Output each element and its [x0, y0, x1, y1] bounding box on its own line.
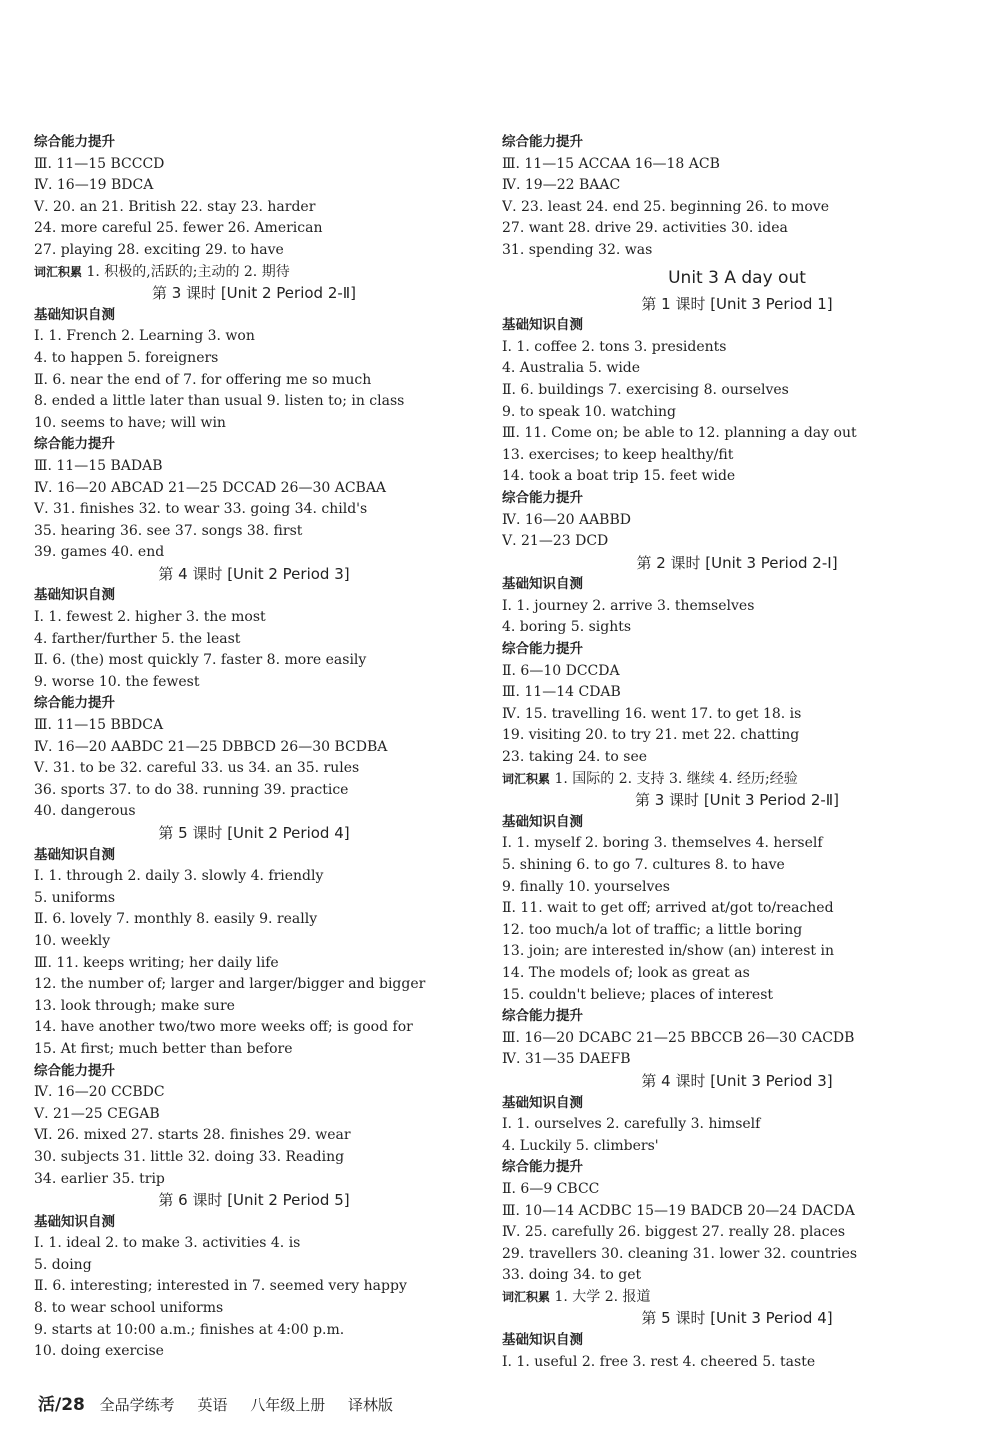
section-heading: 基础知识自测: [34, 306, 115, 323]
answer-line: Ⅴ. 23. least 24. end 25. beginning 26. to move: [502, 198, 829, 215]
section-heading: 基础知识自测: [502, 1094, 583, 1111]
answer-line: Ⅳ. 16—20 ABCAD 21—25 DCCAD 26—30 ACBAA: [34, 479, 387, 496]
unit-title: Unit 3 A day out: [668, 267, 806, 288]
answer-line: Ⅴ. 31. to be 32. careful 33. us 34. an 35. rules: [34, 760, 360, 777]
section-heading: 综合能力提升: [34, 436, 115, 453]
right-column: [502, 132, 972, 1373]
answer-line: 40. dangerous: [34, 803, 136, 820]
answer-line: 9. to speak 10. watching: [502, 403, 677, 420]
answer-line: Ⅲ. 10—14 ACDBC 15—19 BADCB 20—24 DACDA: [502, 1202, 855, 1219]
answer-line: Ⅳ. 15. travelling 16. went 17. to get 18. is: [502, 705, 802, 722]
answer-line: Ⅱ. 6. lovely 7. monthly 8. easily 9. really: [34, 911, 318, 928]
answer-line: Ⅰ. 1. journey 2. arrive 3. themselves: [502, 597, 755, 614]
answer-line: Ⅰ. 1. useful 2. free 3. rest 4. cheered 5. taste: [502, 1353, 816, 1370]
answer-line: Ⅲ. 11—15 ACCAA 16—18 ACB: [502, 155, 720, 172]
answer-line: Ⅰ. 1. ideal 2. to make 3. activities 4. is: [34, 1235, 301, 1252]
answer-line: 34. earlier 35. trip: [34, 1170, 165, 1187]
answer-line: 23. taking 24. to see: [502, 749, 648, 766]
answer-line: 14. The models of; look as great as: [502, 964, 750, 981]
vocab-label: 词汇积累: [502, 1289, 551, 1304]
answer-line: 4. Australia 5. wide: [502, 360, 641, 377]
answer-line: Ⅳ. 16—20 AABBD: [502, 511, 631, 528]
lesson-title: 第 3 课时 [Unit 2 Period 2-Ⅱ]: [151, 284, 357, 303]
series-name: 全品学练考: [99, 1396, 175, 1414]
section-heading: 综合能力提升: [502, 641, 583, 658]
lesson-title: 第 5 课时 [Unit 3 Period 4]: [641, 1309, 833, 1328]
answer-line: Ⅳ. 16—20 CCBDC: [34, 1084, 165, 1101]
answer-line: Ⅳ. 25. carefully 26. biggest 27. really 28. places: [502, 1224, 846, 1241]
answer-line: Ⅴ. 21—23 DCD: [502, 533, 609, 550]
page-number: 活/28: [38, 1395, 85, 1415]
answer-line: Ⅲ. 16—20 DCABC 21—25 BBCCB 26—30 CACDB: [502, 1029, 855, 1046]
answer-line: 35. hearing 36. see 37. songs 38. first: [34, 522, 303, 539]
answer-line: 5. uniforms: [34, 889, 116, 906]
section-heading: 综合能力提升: [34, 1062, 115, 1079]
answer-line: Ⅱ. 6. buildings 7. exercising 8. ourselves: [502, 381, 789, 398]
answer-line: Ⅴ. 31. finishes 32. to wear 33. going 34. child's: [34, 501, 368, 518]
answer-line: 8. ended a little later than usual 9. listen to; in class: [34, 393, 405, 410]
answer-line: 36. sports 37. to do 38. running 39. practice: [34, 781, 349, 798]
answer-line: Ⅳ. 16—19 BDCA: [34, 177, 154, 194]
answer-line: Ⅰ. 1. ourselves 2. carefully 3. himself: [502, 1116, 761, 1133]
answer-line: 12. too much/a lot of traffic; a little boring: [502, 921, 803, 938]
answer-line: 19. visiting 20. to try 21. met 22. chatting: [502, 727, 800, 744]
answer-line: Ⅰ. 1. through 2. daily 3. slowly 4. friendly: [34, 868, 324, 885]
answer-line: Ⅰ. 1. French 2. Learning 3. won: [34, 328, 255, 345]
vocab-line: [502, 769, 972, 791]
answer-line: Ⅲ. 11. Come on; be able to 12. planning a day out: [502, 425, 857, 442]
answer-line: Ⅴ. 20. an 21. British 22. stay 23. harder: [34, 198, 316, 215]
answer-line: 4. to happen 5. foreigners: [34, 349, 219, 366]
answer-line: 4. farther/further 5. the least: [34, 630, 241, 647]
vocab-text: 1. 国际的 2. 支持 3. 继续 4. 经历;经验: [554, 770, 798, 787]
answer-line: Ⅰ. 1. myself 2. boring 3. themselves 4. herself: [502, 835, 823, 852]
answer-line: Ⅴ. 21—25 CEGAB: [34, 1105, 160, 1122]
answer-line: 29. travellers 30. cleaning 31. lower 32. countries: [502, 1245, 858, 1262]
edition: 译林版: [348, 1396, 394, 1414]
section-heading: 综合能力提升: [502, 134, 583, 150]
lesson-title: 第 5 课时 [Unit 2 Period 4]: [158, 824, 350, 842]
answer-line: Ⅰ. 1. coffee 2. tons 3. presidents: [502, 338, 727, 355]
answer-line: 13. join; are interested in/show (an) interest in: [502, 943, 834, 960]
vocab-label: 词汇积累: [34, 264, 83, 279]
section-heading: 综合能力提升: [502, 1159, 583, 1176]
answer-line: 14. have another two/two more weeks off; is good for: [34, 1019, 413, 1036]
section-heading: 综合能力提升: [502, 489, 583, 506]
answer-line: 27. want 28. drive 29. activities 30. idea: [502, 220, 788, 237]
lesson-title: 第 6 课时 [Unit 2 Period 5]: [158, 1191, 350, 1210]
section-heading: 基础知识自测: [502, 813, 583, 830]
answer-line: 9. finally 10. yourselves: [502, 878, 670, 895]
answer-line: 31. spending 32. was: [502, 241, 653, 258]
section-heading: 基础知识自测: [34, 587, 115, 604]
answer-line: 10. doing exercise: [34, 1343, 164, 1360]
answer-line: 10. seems to have; will win: [34, 414, 226, 431]
answer-line: Ⅲ. 11—14 CDAB: [502, 684, 621, 701]
answer-line: 5. shining 6. to go 7. cultures 8. to have: [502, 857, 785, 873]
answer-line: 13. exercises; to keep healthy/fit: [502, 446, 734, 463]
answer-line: 14. took a boat trip 15. feet wide: [502, 468, 736, 485]
answer-line: 9. starts at 10:00 a.m.; finishes at 4:00 p.m.: [34, 1321, 345, 1338]
answer-line: 4. Luckily 5. climbers': [502, 1137, 659, 1154]
answer-line: Ⅲ. 11—15 BADAB: [34, 457, 163, 474]
answer-line: Ⅱ. 11. wait to get off; arrived at/got to/reached: [502, 900, 834, 917]
subject: 英语: [197, 1396, 228, 1414]
answer-line: 10. weekly: [34, 932, 111, 949]
section-heading: 综合能力提升: [34, 134, 115, 150]
lesson-title: 第 4 课时 [Unit 2 Period 3]: [158, 564, 350, 583]
answer-line: 30. subjects 31. little 32. doing 33. Reading: [34, 1148, 345, 1165]
answer-line: 8. to wear school uniforms: [34, 1300, 224, 1317]
answer-line: 27. playing 28. exciting 29. to have: [34, 241, 284, 258]
lesson-title: 第 3 课时 [Unit 3 Period 2-Ⅱ]: [634, 791, 840, 810]
answer-line: 9. worse 10. the fewest: [34, 673, 200, 690]
answer-line: Ⅲ. 11. keeps writing; her daily life: [34, 954, 279, 971]
answer-line: 15. couldn't believe; places of interest: [502, 986, 774, 1003]
section-heading: 基础知识自测: [502, 1332, 583, 1349]
answer-line: 39. games 40. end: [34, 544, 165, 561]
vocab-text: 1. 大学 2. 报道: [554, 1288, 651, 1305]
answer-line: Ⅳ. 31—35 DAEFB: [502, 1051, 631, 1068]
answer-line: 15. At first; much better than before: [34, 1040, 293, 1057]
vocab-line: [502, 1287, 972, 1309]
answer-line: Ⅳ. 16—20 AABDC 21—25 DBBCD 26—30 BCDBA: [34, 738, 388, 755]
section-heading: 基础知识自测: [502, 576, 583, 593]
answer-line: Ⅰ. 1. fewest 2. higher 3. the most: [34, 609, 266, 626]
lesson-title: 第 4 课时 [Unit 3 Period 3]: [641, 1071, 833, 1090]
section-heading: 基础知识自测: [34, 846, 115, 863]
page-footer: [38, 1392, 411, 1418]
lesson-title: 第 2 课时 [Unit 3 Period 2-Ⅰ]: [636, 553, 838, 572]
grade: 八年级上册: [250, 1396, 326, 1414]
answer-line: Ⅱ. 6. (the) most quickly 7. faster 8. more easily: [34, 652, 367, 669]
answer-line: Ⅳ. 19—22 BAAC: [502, 177, 621, 194]
answer-line: Ⅲ. 11—15 BCCCD: [34, 155, 165, 172]
section-heading: 基础知识自测: [502, 317, 583, 334]
left-column: [34, 132, 474, 1363]
section-heading: 综合能力提升: [502, 1008, 583, 1025]
vocab-line: [34, 262, 474, 284]
lesson-title: 第 1 课时 [Unit 3 Period 1]: [641, 294, 833, 313]
answer-line: 4. boring 5. sights: [502, 619, 632, 636]
section-heading: 基础知识自测: [34, 1213, 115, 1230]
answer-line: Ⅱ. 6—9 CBCC: [502, 1180, 600, 1197]
answer-line: 33. doing 34. to get: [502, 1267, 642, 1284]
answer-line: Ⅱ. 6—10 DCCDA: [502, 662, 620, 679]
answer-line: Ⅵ. 26. mixed 27. starts 28. finishes 29. wear: [34, 1127, 351, 1144]
section-heading: 综合能力提升: [34, 695, 115, 712]
answer-line: 5. doing: [34, 1256, 92, 1273]
answer-line: Ⅱ. 6. interesting; interested in 7. seemed very happy: [34, 1278, 407, 1295]
vocab-label: 词汇积累: [502, 771, 551, 786]
answer-line: 12. the number of; larger and larger/bigger and bigger: [34, 976, 426, 993]
answer-line: 13. look through; make sure: [34, 997, 235, 1014]
vocab-text: 1. 积极的,活跃的;主动的 2. 期待: [86, 263, 290, 280]
answer-line: Ⅱ. 6. near the end of 7. for offering me so much: [34, 371, 372, 388]
answer-line: Ⅲ. 11—15 BBDCA: [34, 717, 164, 734]
answer-line: 24. more careful 25. fewer 26. American: [34, 220, 323, 237]
